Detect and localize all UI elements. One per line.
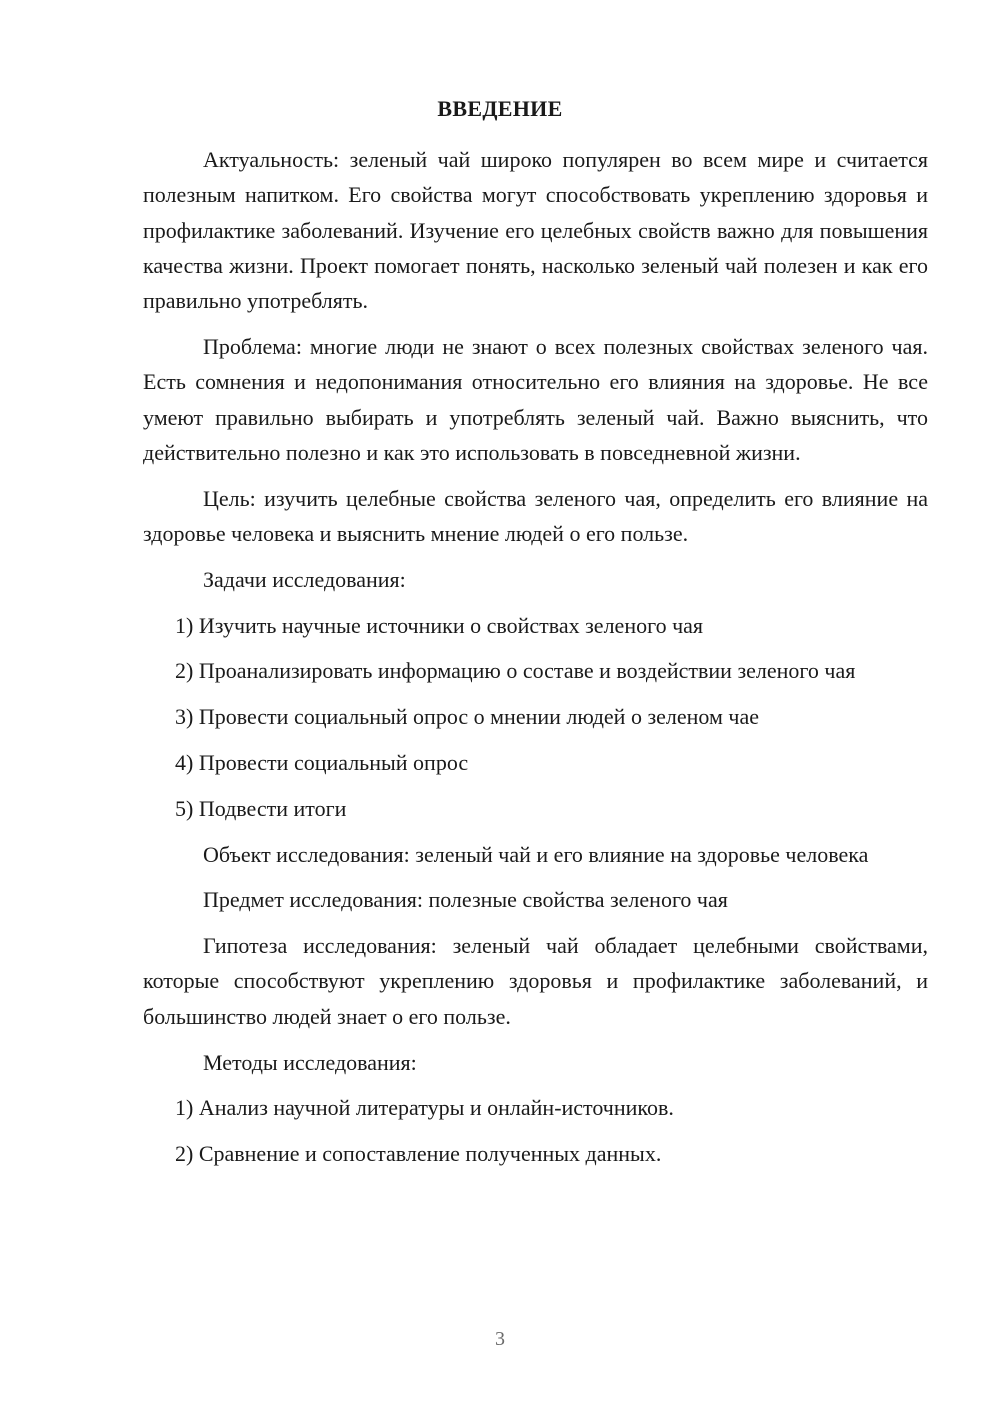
paragraph-hypothesis: Гипотеза исследования: зеленый чай обладает целебными свойствами, которые способствуют укреплению здоровья и профилактике заболеваний, и большинство людей знает о его пользе.: [143, 933, 928, 1029]
method-item-1: 1) Анализ научной литературы и онлайн-источников.: [175, 1095, 674, 1121]
page-number: 3: [495, 1328, 505, 1350]
task-item-2: 2) Проанализировать информацию о составе и воздействии зеленого чая: [175, 658, 856, 684]
task-item-5: 5) Подвести итоги: [175, 795, 347, 821]
task-item-3: 3) Провести социальный опрос о мнении людей о зеленом чае: [175, 704, 760, 730]
task-item-1: 1) Изучить научные источники о свойствах зеленого чая: [175, 612, 704, 638]
page-title: ВВЕДЕНИЕ: [437, 96, 563, 121]
methods-heading: Методы исследования:: [203, 1049, 417, 1075]
paragraph-subject: Предмет исследования: полезные свойства зеленого чая: [203, 887, 728, 913]
task-item-4: 4) Провести социальный опрос: [175, 749, 469, 775]
paragraph-relevance: Актуальность: зеленый чай широко популярен во всем мире и считается полезным напитком. Его свойства могут способствовать укреплению здоровья и профилактике заболеваний. Изучение его целебных свойств важно для повышения качества жизни. Проект помогает понять, насколько зеленый чай полезен и как его правильно употреблять.: [143, 147, 928, 314]
paragraph-problem: Проблема: многие люди не знают о всех полезных свойствах зеленого чая. Есть сомнения и недопонимания относительно его влияния на здоровье. Не все умеют правильно выбирать и употреблять зеленый чай. Важно выяснить, что действительно полезно и как это использовать в повседневной жизни.: [143, 333, 928, 465]
paragraph-goal: Цель: изучить целебные свойства зеленого чая, определить его влияние на здоровье человека и выяснить мнение людей о его пользе.: [143, 485, 928, 546]
tasks-heading: Задачи исследования:: [203, 566, 406, 592]
method-item-2: 2) Сравнение и сопоставление полученных данных.: [175, 1141, 662, 1167]
document-body: [143, 142, 928, 1182]
paragraph-object: Объект исследования: зеленый чай и его влияние на здоровье человека: [203, 841, 869, 867]
